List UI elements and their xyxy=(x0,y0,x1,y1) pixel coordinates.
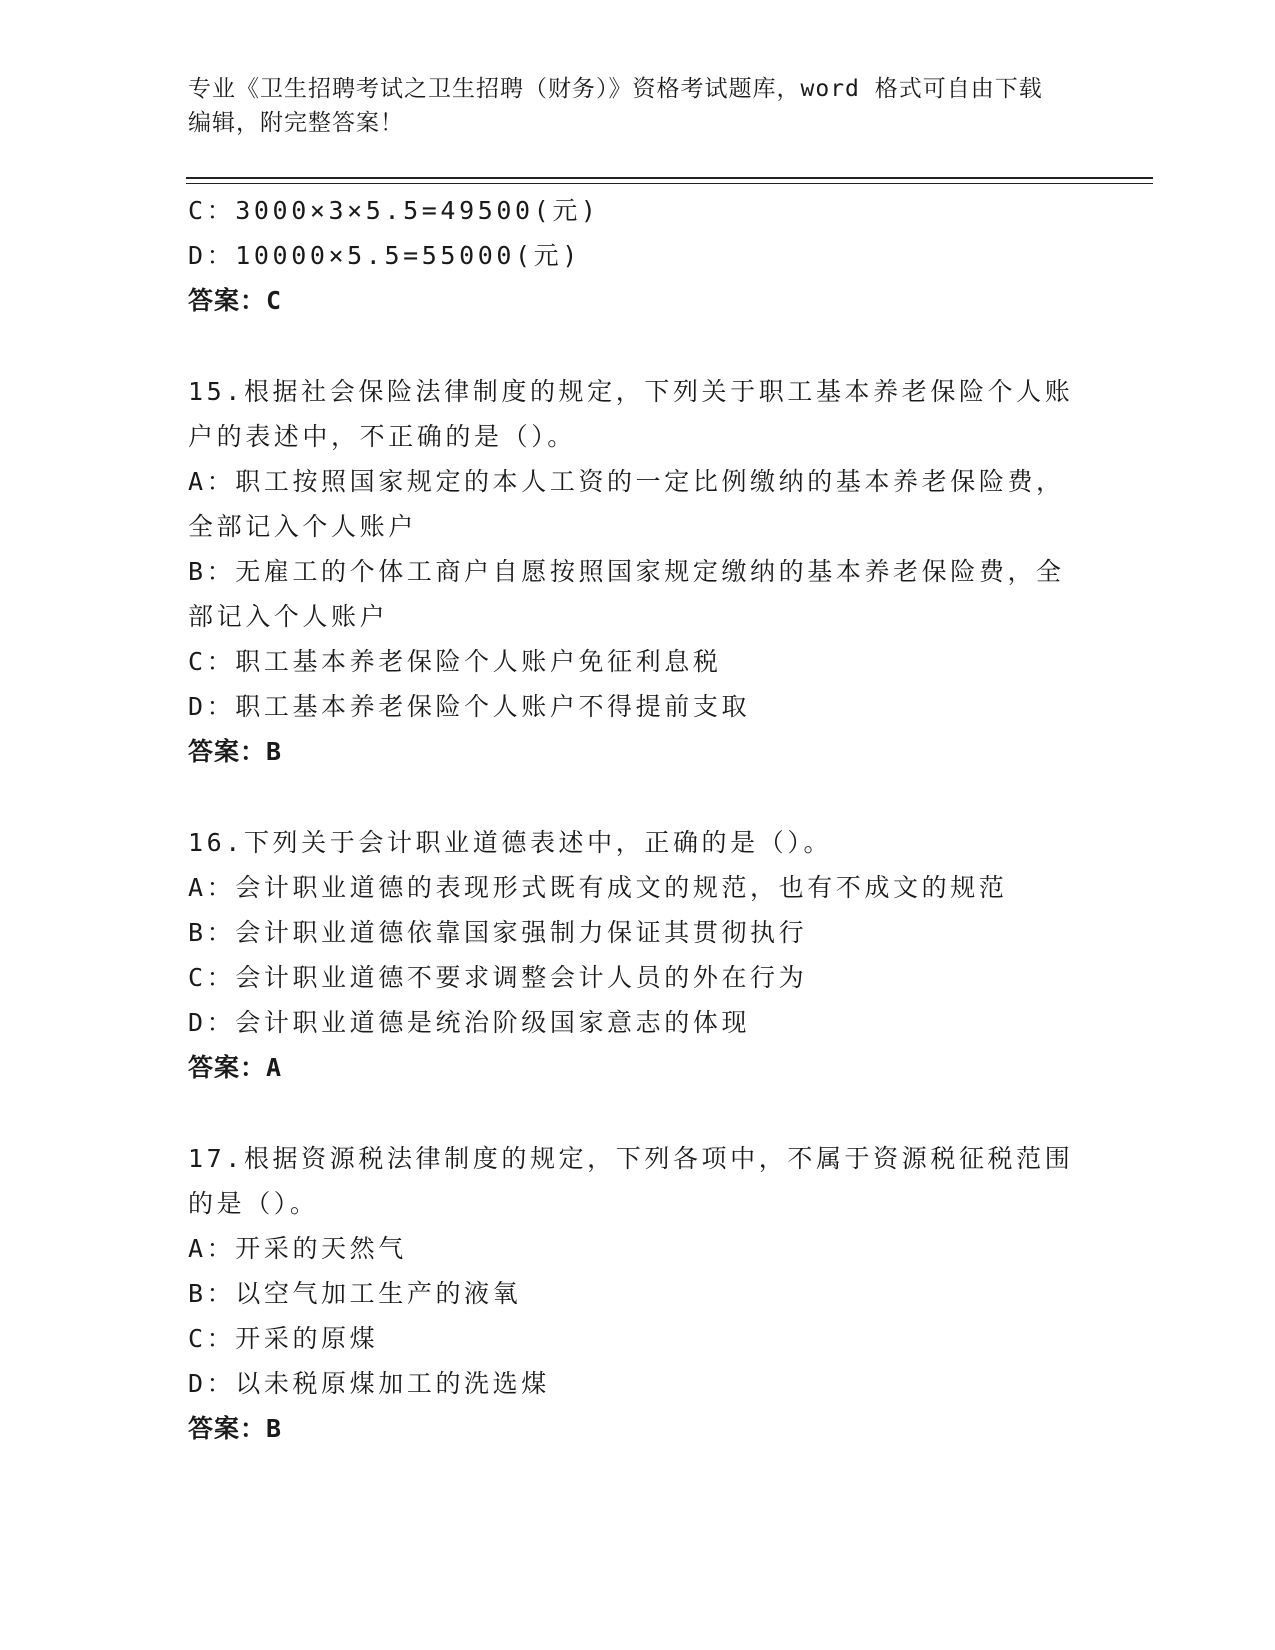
header-line-1: 专业《卫生招聘考试之卫生招聘（财务）》资格考试题库，word 格式可自由下载 xyxy=(188,76,1043,102)
header-divider-thick xyxy=(186,177,1153,179)
answer-line: 答案：A xyxy=(188,1053,283,1082)
header-divider-thin xyxy=(186,183,1153,184)
answer-line: 答案：B xyxy=(188,737,283,766)
document-header xyxy=(188,72,1068,140)
answer-line: 答案：B xyxy=(188,1414,283,1443)
question-stem: 15.根据社会保险法律制度的规定，下列关于职工基本养老保险个人账 xyxy=(188,377,1074,406)
option-d: D：以未税原煤加工的洗选煤 xyxy=(188,1369,550,1398)
option-c: C：3000×3×5.5=49500(元) xyxy=(188,196,600,225)
option-c: C：开采的原煤 xyxy=(188,1324,379,1353)
question-block-14 xyxy=(188,188,1088,323)
option-b-cont: 部记入个人账户 xyxy=(188,602,389,631)
option-a: A：开采的天然气 xyxy=(188,1234,407,1263)
option-b: B：以空气加工生产的液氧 xyxy=(188,1279,522,1308)
option-a-cont: 全部记入个人账户 xyxy=(188,512,417,541)
option-d: D：会计职业道德是统治阶级国家意志的体现 xyxy=(188,1008,751,1037)
answer-line: 答案：C xyxy=(188,286,283,315)
option-b: B：会计职业道德依靠国家强制力保证其贯彻执行 xyxy=(188,918,808,947)
option-c: C：职工基本养老保险个人账户免征利息税 xyxy=(188,647,722,676)
question-block-15 xyxy=(188,369,1088,774)
question-block-16 xyxy=(188,820,1088,1090)
option-a: A：职工按照国家规定的本人工资的一定比例缴纳的基本养老保险费， xyxy=(188,467,1065,496)
question-stem-cont: 的是（）。 xyxy=(188,1189,319,1218)
question-stem: 16.下列关于会计职业道德表述中，正确的是（）。 xyxy=(188,828,833,857)
question-block-17 xyxy=(188,1136,1088,1451)
option-d: D：职工基本养老保险个人账户不得提前支取 xyxy=(188,692,751,721)
question-stem-cont: 户的表述中，不正确的是（）。 xyxy=(188,422,576,451)
option-c: C：会计职业道德不要求调整会计人员的外在行为 xyxy=(188,963,808,992)
option-b: B：无雇工的个体工商户自愿按照国家规定缴纳的基本养老保险费，全 xyxy=(188,557,1065,586)
option-a: A：会计职业道德的表现形式既有成文的规范，也有不成文的规范 xyxy=(188,873,1008,902)
question-stem: 17.根据资源税法律制度的规定，下列各项中，不属于资源税征税范围 xyxy=(188,1144,1074,1173)
header-line-2: 编辑，附完整答案！ xyxy=(188,110,404,136)
option-d: D：10000×5.5=55000(元) xyxy=(188,241,581,270)
question-list xyxy=(188,188,1088,1451)
